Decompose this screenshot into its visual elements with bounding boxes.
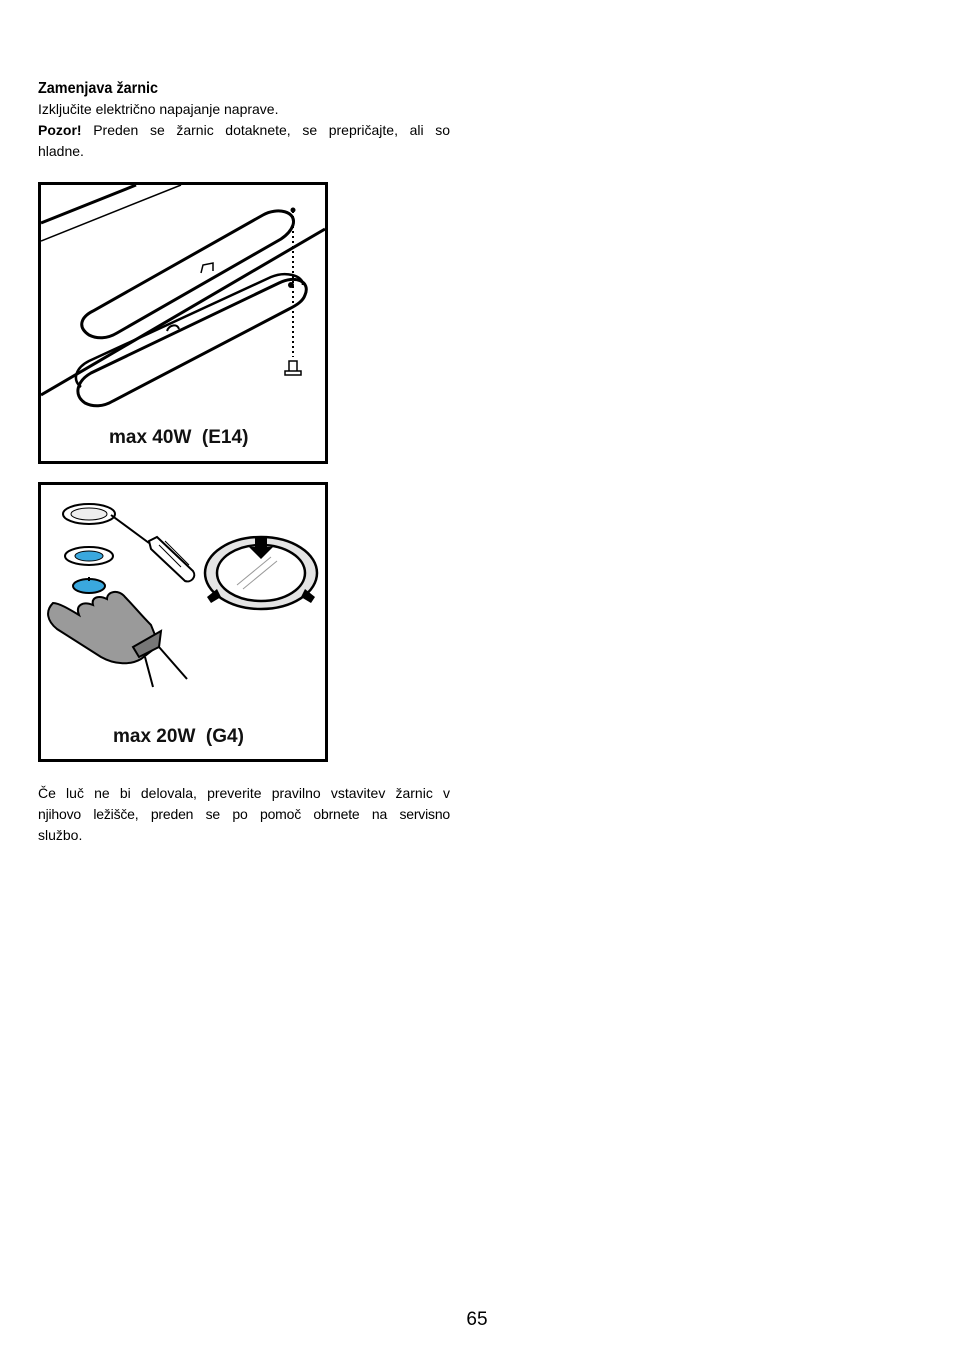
lamp-cover-icon: [63, 504, 115, 524]
warning-label: Pozor!: [38, 122, 82, 138]
g4-caption: max 20W (G4): [113, 726, 244, 747]
glove-icon: [48, 592, 187, 687]
warning-text: Preden se žarnic dotaknete, se prepričajte, ali so: [93, 122, 450, 138]
g4-lamp-illustration: [41, 485, 325, 759]
screwdriver-icon: [111, 515, 194, 581]
power-off-instruction: Izključite električno napajanje naprave.: [38, 101, 279, 117]
section-title: Zamenjava žarnic: [38, 80, 159, 97]
g4-bulb-icon: [73, 577, 105, 593]
bulb-socket-icon: [65, 547, 113, 565]
e14-caption: max 40W (E14): [109, 427, 249, 448]
page-number: 65: [466, 1309, 488, 1330]
warning-text-continued: hladne.: [38, 143, 84, 159]
warning-line: [38, 120, 450, 141]
e14-lamp-figure: [38, 182, 328, 464]
closing-line-3: službo.: [38, 827, 83, 843]
screw-icon: [285, 361, 301, 375]
closing-paragraph: [38, 783, 450, 846]
lamp-lens-bottom: [76, 274, 306, 406]
g4-lamp-figure: [38, 482, 328, 762]
intro-paragraph: [38, 99, 450, 162]
closing-line-2: njihovo ležišče, preden se po pomoč obrnete na servisno: [38, 806, 450, 822]
e14-lamp-illustration: [41, 185, 325, 461]
closing-line-1: Če luč ne bi delovala, preverite pravilno vstavitev žarnic v: [38, 785, 450, 801]
